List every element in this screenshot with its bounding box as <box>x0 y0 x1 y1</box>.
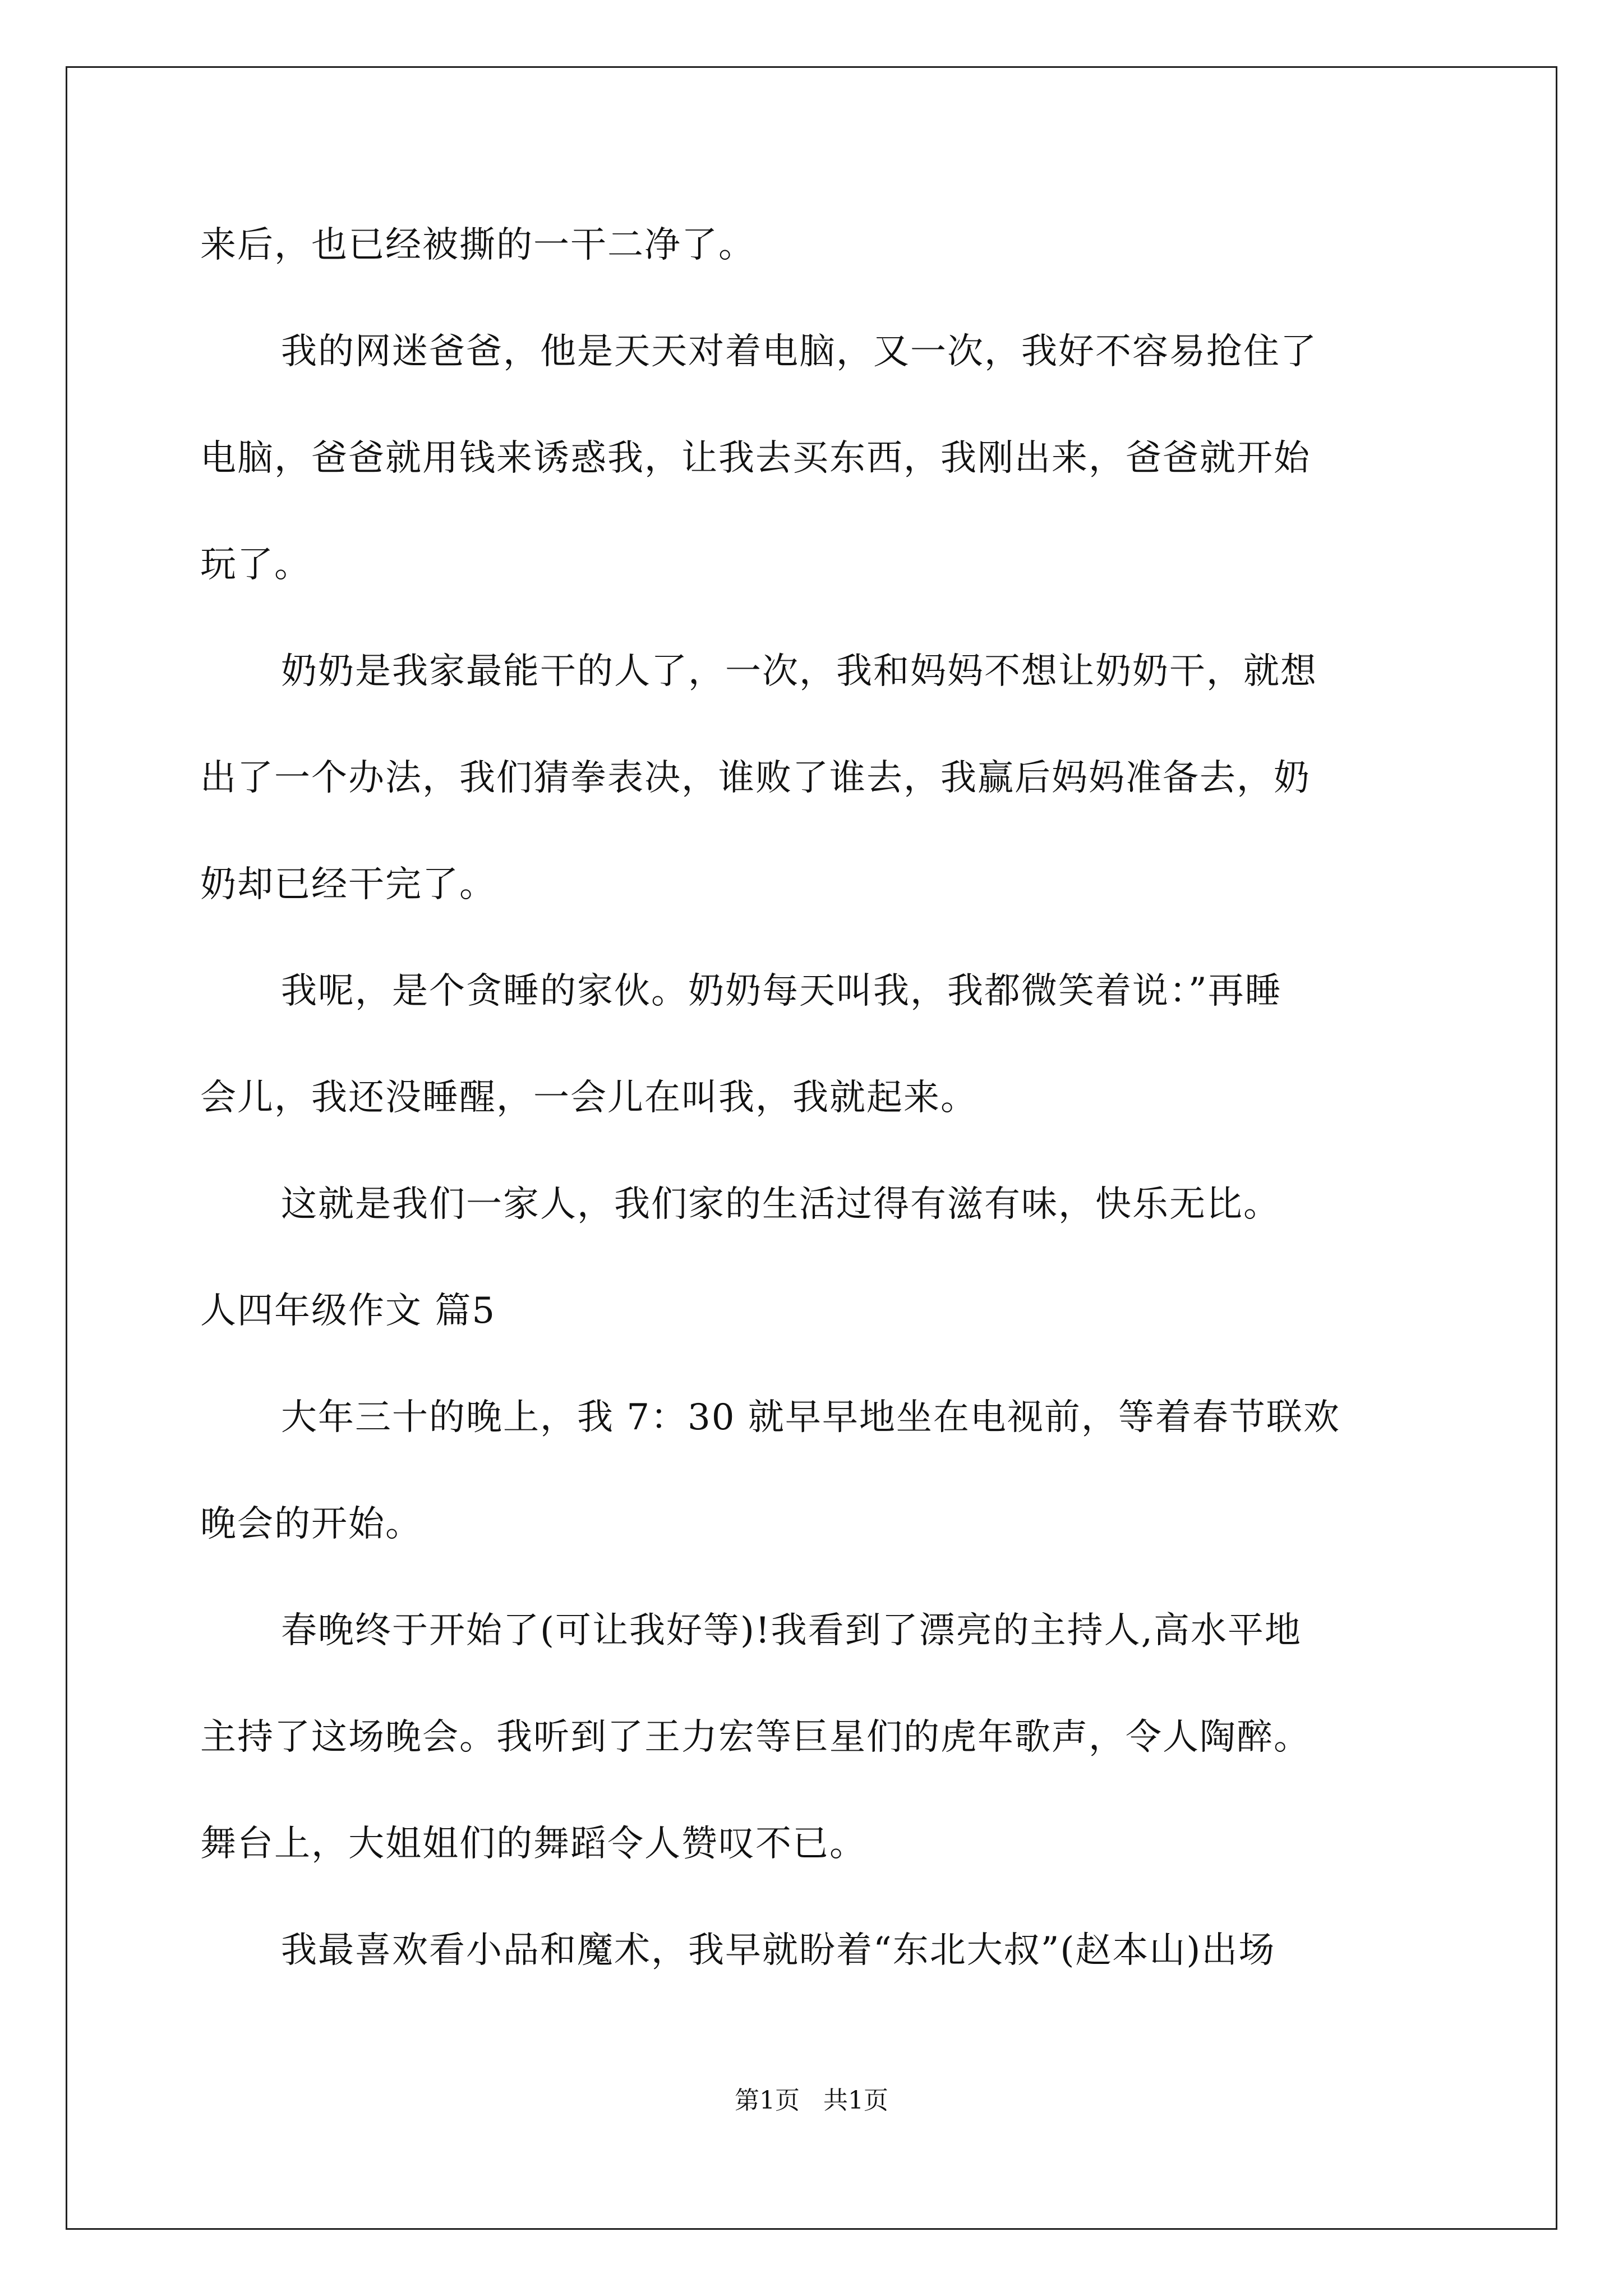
text-line-14: 春晚终于开始了(可让我好等)!我看到了漂亮的主持人,高水平地 <box>281 1610 1302 1651</box>
text-line-2: 我的网迷爸爸，他是天天对着电脑，又一次，我好不容易抢住了 <box>281 331 1317 372</box>
text-line-3: 电脑，爸爸就用钱来诱惑我，让我去买东西，我刚出来，爸爸就开始 <box>200 438 1311 479</box>
text-line-5: 奶奶是我家最能干的人了，一次，我和妈妈不想让奶奶干，就想 <box>281 651 1317 692</box>
text-line-15: 主持了这场晚会。我听到了王力宏等巨星们的虎年歌声，令人陶醉。 <box>200 1717 1311 1758</box>
page-frame <box>66 66 1557 2230</box>
text-line-7: 奶却已经干完了。 <box>200 864 496 905</box>
text-line-8: 我呢，是个贪睡的家伙。奶奶每天叫我，我都微笑着说：”再睡 <box>281 970 1282 1012</box>
text-line-17: 我最喜欢看小品和魔术，我早就盼着“东北大叔”(赵本山)出场 <box>281 1930 1276 1971</box>
text-line-16: 舞台上，大姐姐们的舞蹈令人赞叹不已。 <box>200 1823 866 1865</box>
text-line-9: 会儿，我还没睡醒，一会儿在叫我，我就起来。 <box>200 1077 978 1119</box>
text-line-13: 晚会的开始。 <box>200 1503 422 1545</box>
page-footer: 第1页 共1页 <box>735 2086 888 2115</box>
text-line-12: 大年三十的晚上，我 7：30 就早早地坐在电视前，等着春节联欢 <box>281 1397 1340 1438</box>
text-line-10: 这就是我们一家人，我们家的生活过得有滋有味，快乐无比。 <box>281 1184 1280 1225</box>
text-line-6: 出了一个办法，我们猜拳表决，谁败了谁去，我赢后妈妈准备去，奶 <box>200 757 1311 799</box>
section-heading: 人四年级作文 篇5 <box>200 1290 496 1332</box>
text-line-1: 来后，也已经被撕的一干二净了。 <box>200 224 755 266</box>
text-line-4: 玩了。 <box>200 544 311 586</box>
